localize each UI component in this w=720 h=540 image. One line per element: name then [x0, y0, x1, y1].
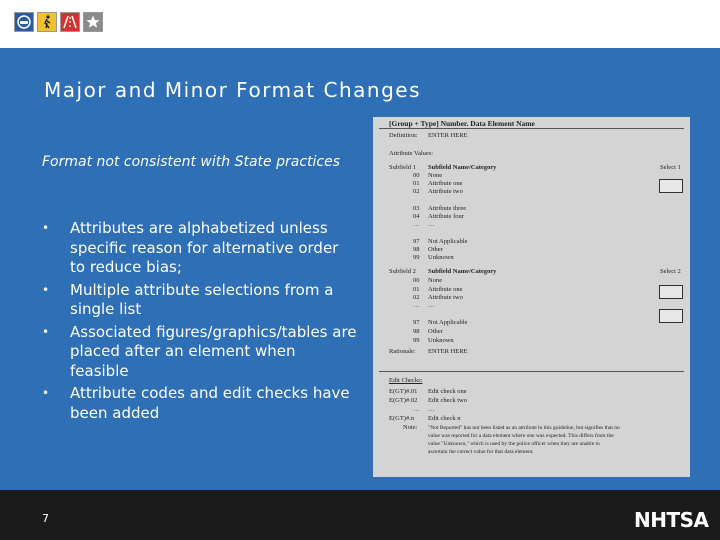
pedestrian-icon [37, 12, 57, 32]
code: 01 [413, 286, 420, 293]
attribute-name: Attribute one [428, 180, 463, 187]
code: … [413, 302, 420, 309]
code: 97 [413, 319, 420, 326]
check-code: … [413, 406, 420, 413]
check-text: Edit check one [428, 388, 467, 395]
attribute-name: Unknown [428, 254, 454, 261]
attribute-name: … [428, 221, 435, 228]
slide-title: Major and Minor Format Changes [44, 78, 422, 102]
subfield-1-heading: Subfield Name/Category [428, 164, 497, 171]
code: 03 [413, 205, 420, 212]
attribute-name: … [428, 302, 435, 309]
select-1-label: Select 1 [660, 164, 681, 171]
attribute-name: Attribute one [428, 286, 463, 293]
attribute-name: Attribute two [428, 294, 463, 301]
rationale-value: ENTER HERE [428, 348, 468, 355]
attribute-name: None [428, 172, 443, 179]
bullet-list [42, 219, 357, 426]
divider [379, 371, 684, 372]
note-line: "Not Reported" has not been listed as an attribute in this guideline, but signifies that no [428, 425, 620, 431]
note-line: ascertain the correct value for that data element. [428, 449, 534, 455]
top-bar [0, 0, 720, 48]
code: 99 [413, 337, 420, 344]
definition-label: Definition: [389, 132, 418, 139]
code: 02 [413, 294, 420, 301]
attribute-name: Unknown [428, 337, 454, 344]
bullet-item: • Attributes are alphabetized unless specific reason for alternative order to reduce bias; [42, 219, 357, 278]
subfield-2-label: Subfield 2 [389, 268, 416, 275]
edit-checks-label: Edit Checks: [389, 377, 423, 384]
note-label: Note: [403, 424, 418, 431]
note-line: value "Unknown," which is used by the police officer when they are unable to [428, 441, 600, 447]
select-2-label: Select 2 [660, 268, 681, 275]
code: 00 [413, 277, 420, 284]
header-icons [14, 12, 103, 32]
form-header: [Group + Type] Number. Data Element Name [389, 119, 535, 128]
bullet-item: • Multiple attribute selections from a single list [42, 281, 357, 320]
check-code: E(GT)#.01 [389, 388, 418, 395]
attribute-name: Attribute three [428, 205, 467, 212]
code: … [413, 221, 420, 228]
footer-bar [0, 490, 720, 540]
code: 98 [413, 246, 420, 253]
check-text: Edit check n [428, 415, 461, 422]
star-icon [83, 12, 103, 32]
check-text: Edit check two [428, 397, 467, 404]
code: 02 [413, 188, 420, 195]
check-code: E(GT)#.n [389, 415, 415, 422]
road-icon [60, 12, 80, 32]
code: 01 [413, 180, 420, 187]
code: 04 [413, 213, 420, 220]
code: 97 [413, 238, 420, 245]
attribute-name: Other [428, 246, 443, 253]
note-line: value was reported for a data element where one was expected. This differs from the [428, 433, 614, 439]
bullet-item: • Attribute codes and edit checks have been added [42, 384, 357, 423]
check-text: … [428, 406, 435, 413]
attribute-values-label: Attribute Values: [389, 150, 434, 157]
subfield-1-label: Subfield 1 [389, 164, 416, 171]
attribute-name: None [428, 277, 443, 284]
attribute-name: Not Applicable [428, 319, 468, 326]
bullet-item: • Associated figures/graphics/tables are placed after an element when feasible [42, 323, 357, 382]
select-1-box [659, 179, 683, 193]
attribute-name: Attribute two [428, 188, 463, 195]
nhtsa-logo: NHTSA [634, 508, 709, 532]
car-icon [14, 12, 34, 32]
slide-subtitle: Format not consistent with State practices [42, 154, 340, 170]
rationale-label: Rationale: [389, 348, 416, 355]
code: 98 [413, 328, 420, 335]
form-image [373, 117, 690, 477]
divider [379, 128, 684, 129]
code: 00 [413, 172, 420, 179]
definition-value: ENTER HERE [428, 132, 468, 139]
select-2-box-a [659, 285, 683, 299]
page-number: 7 [42, 512, 49, 525]
attribute-name: Not Applicable [428, 238, 468, 245]
attribute-name: Other [428, 328, 443, 335]
select-2-box-b [659, 309, 683, 323]
check-code: E(GT)#.02 [389, 397, 418, 404]
code: 99 [413, 254, 420, 261]
subfield-2-heading: Subfield Name/Category [428, 268, 497, 275]
attribute-name: Attribute four [428, 213, 464, 220]
